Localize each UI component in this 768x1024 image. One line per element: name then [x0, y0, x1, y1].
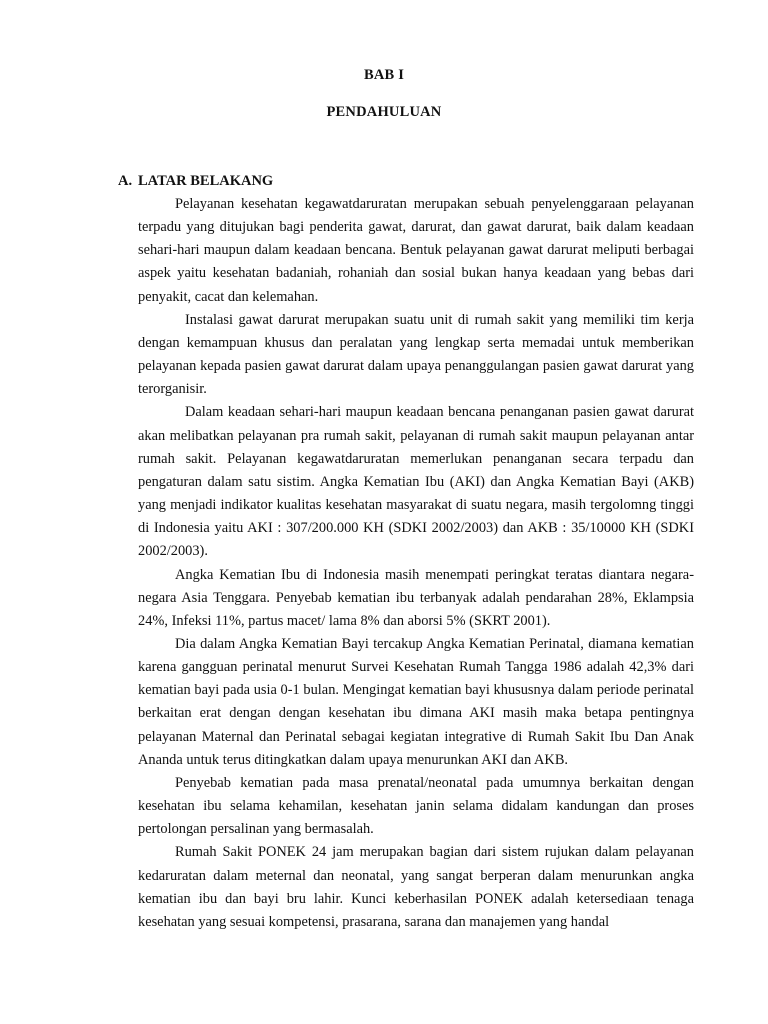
section-body	[138, 193, 694, 934]
paragraph: Dia dalam Angka Kematian Bayi tercakup Angka Kematian Perinatal, diamana kematian karena gangguan perinatal menurut Survei Kesehatan Rumah Tangga 1986 adalah 42,3% dari kematian bayi pada usia 0-1 bulan. Mengingat kematian bayi khususnya dalam periode perinatal berkaitan erat dengan dengan kesehatan ibu dimana AKI masih maka betapa pentingnya pelayanan Maternal dan Perinatal sebagai kegiatan integrative di Rumah Sakit Ibu Dan Anak Ananda untuk terus ditingkatkan dalam upaya menurunkan AKI dan AKB.	[138, 635, 694, 768]
section-letter: A.	[118, 173, 133, 189]
chapter-title: PENDAHULUAN	[326, 104, 442, 120]
paragraph: Rumah Sakit PONEK 24 jam merupakan bagian dari sistem rujukan dalam pelayanan kedaruratan dalam meternal dan neonatal, yang sangat berperan dalam menurunkan angka kematian ibu dan bayi bru lahir. Kunci keberhasilan PONEK adalah ketersediaan tenaga kesehatan yang sesuai kompetensi, prasarana, sarana dan manajemen yang handal	[138, 844, 694, 930]
paragraph: Pelayanan kesehatan kegawatdaruratan merupakan sebuah penyelenggaraan pelayanan terpadu yang ditujukan bagi penderita gawat, darurat, dan gawat darurat, baik dalam keadaan sehari-hari maupun dalam keadaan bencana. Bentuk pelayanan gawat darurat meliputi berbagai aspek yaitu kesehatan badaniah, rohaniah dan sosial bukan hanya keadaan yang bebas dari penyakit, cacat dan kelemahan.	[138, 196, 694, 305]
paragraph: Angka Kematian Ibu di Indonesia masih menempati peringkat teratas diantara negara-negara Asia Tenggara. Penyebab kematian ibu terbanyak adalah pendarahan 28%, Eklampsia 24%, Infeksi 11%, partus macet/ lama 8% dan aborsi 5% (SKRT 2001).	[138, 566, 694, 629]
chapter-number: BAB I	[363, 67, 405, 83]
paragraph: Penyebab kematian pada masa prenatal/neonatal pada umumnya berkaitan dengan kesehatan ibu selama kehamilan, kesehatan janin selama didalam kandungan dan proses pertolongan persalinan yang bermasalah.	[138, 774, 694, 838]
section-title: LATAR BELAKANG	[138, 173, 274, 189]
section-heading	[118, 173, 273, 190]
paragraph: Instalasi gawat darurat merupakan suatu unit di rumah sakit yang memiliki tim kerja dengan kemampuan khusus dan peralatan yang lengkap serta memadai untuk memberikan pelayanan kepada pasien gawat darurat dalam upaya penanggulangan pasien gawat darurat yang terorganisir.	[138, 311, 694, 398]
paragraph: Dalam keadaan sehari-hari maupun keadaan bencana penanganan pasien gawat darurat akan melibatkan pelayanan pra rumah sakit, pelayanan di rumah sakit maupun pelayanan antar rumah sakit. Pelayanan kegawatdaruratan memerlukan penanganan secara terpadu dan pengaturan dalam satu sistim. Angka Kematian Ibu (AKI) dan Angka Kematian Bayi (AKB) yang menjadi indikator kualitas kesehatan masyarakat di suatu negara, masih tergolomng tinggi di Indonesia yaitu AKI : 307/200.000 KH (SDKI 2002/2003) dan AKB : 35/10000 KH (SDKI 2002/2003).	[138, 404, 694, 560]
